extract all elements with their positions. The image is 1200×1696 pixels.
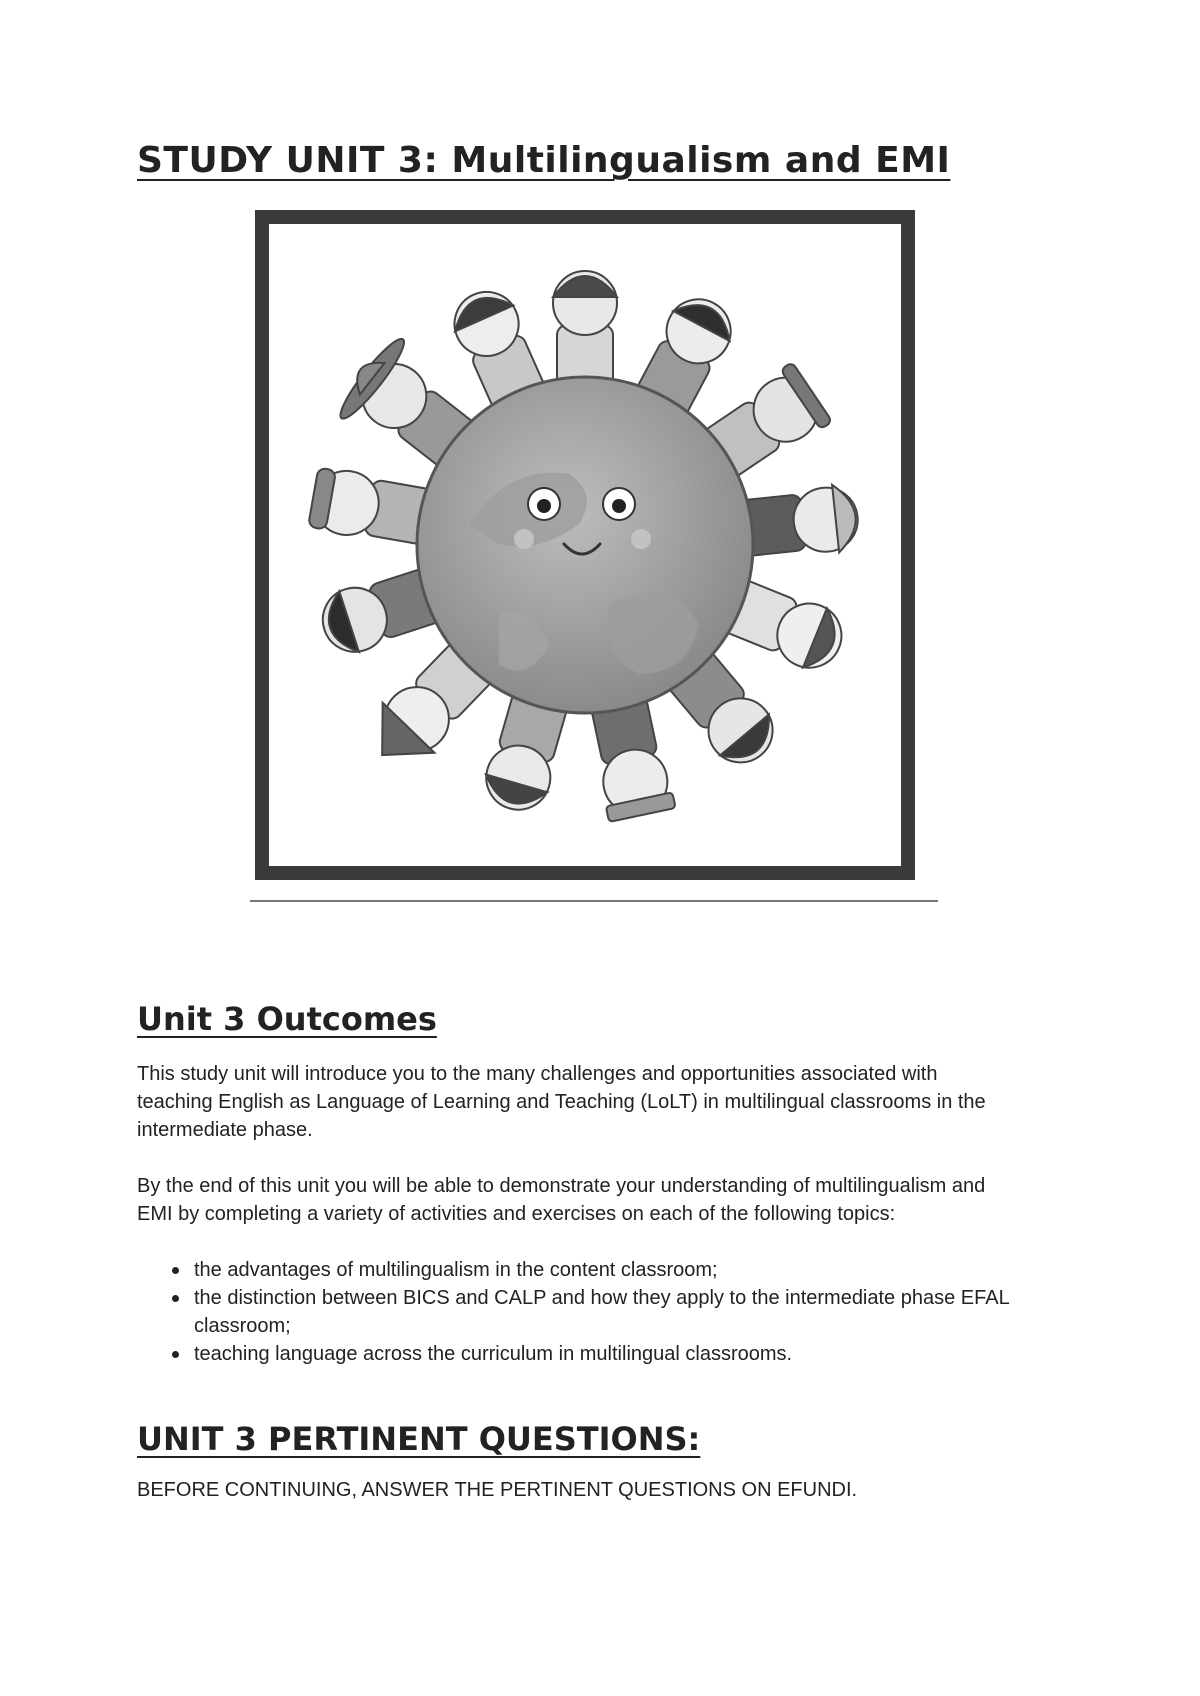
list-item-text: the distinction between BICS and CALP and how they apply to the intermediate phase EFAL classroom; [194,1287,1009,1337]
page-title: STUDY UNIT 3: Multilingualism and EMI [137,140,951,181]
unit-illustration [255,210,915,880]
bullet-icon [172,1267,179,1274]
outcomes-list [168,1256,1028,1368]
list-item [168,1284,1028,1340]
questions-heading: UNIT 3 PERTINENT QUESTIONS: [137,1420,701,1458]
outcomes-intro: This study unit will introduce you to the many challenges and opportunities associated with teaching English as Language of Learning and Teaching (LoLT) in multilingual classrooms in the intermediate phase. [137,1063,986,1141]
bullet-icon [172,1351,179,1358]
children-around-globe-icon [269,224,901,866]
list-item-text: the advantages of multilingualism in the content classroom; [194,1259,718,1281]
bullet-icon [172,1295,179,1302]
list-item-text: teaching language across the curriculum in multilingual classrooms. [194,1343,793,1365]
section-divider [250,900,938,902]
outcomes-heading: Unit 3 Outcomes [137,1000,437,1038]
list-item [168,1340,1028,1368]
list-item [168,1256,1028,1284]
questions-instruction: BEFORE CONTINUING, ANSWER THE PERTINENT QUESTIONS ON EFUNDI. [137,1479,858,1501]
outcomes-lead: By the end of this unit you will be able to demonstrate your understanding of multilingualism and EMI by completing a variety of activities and exercises on each of the following topics: [137,1175,986,1225]
